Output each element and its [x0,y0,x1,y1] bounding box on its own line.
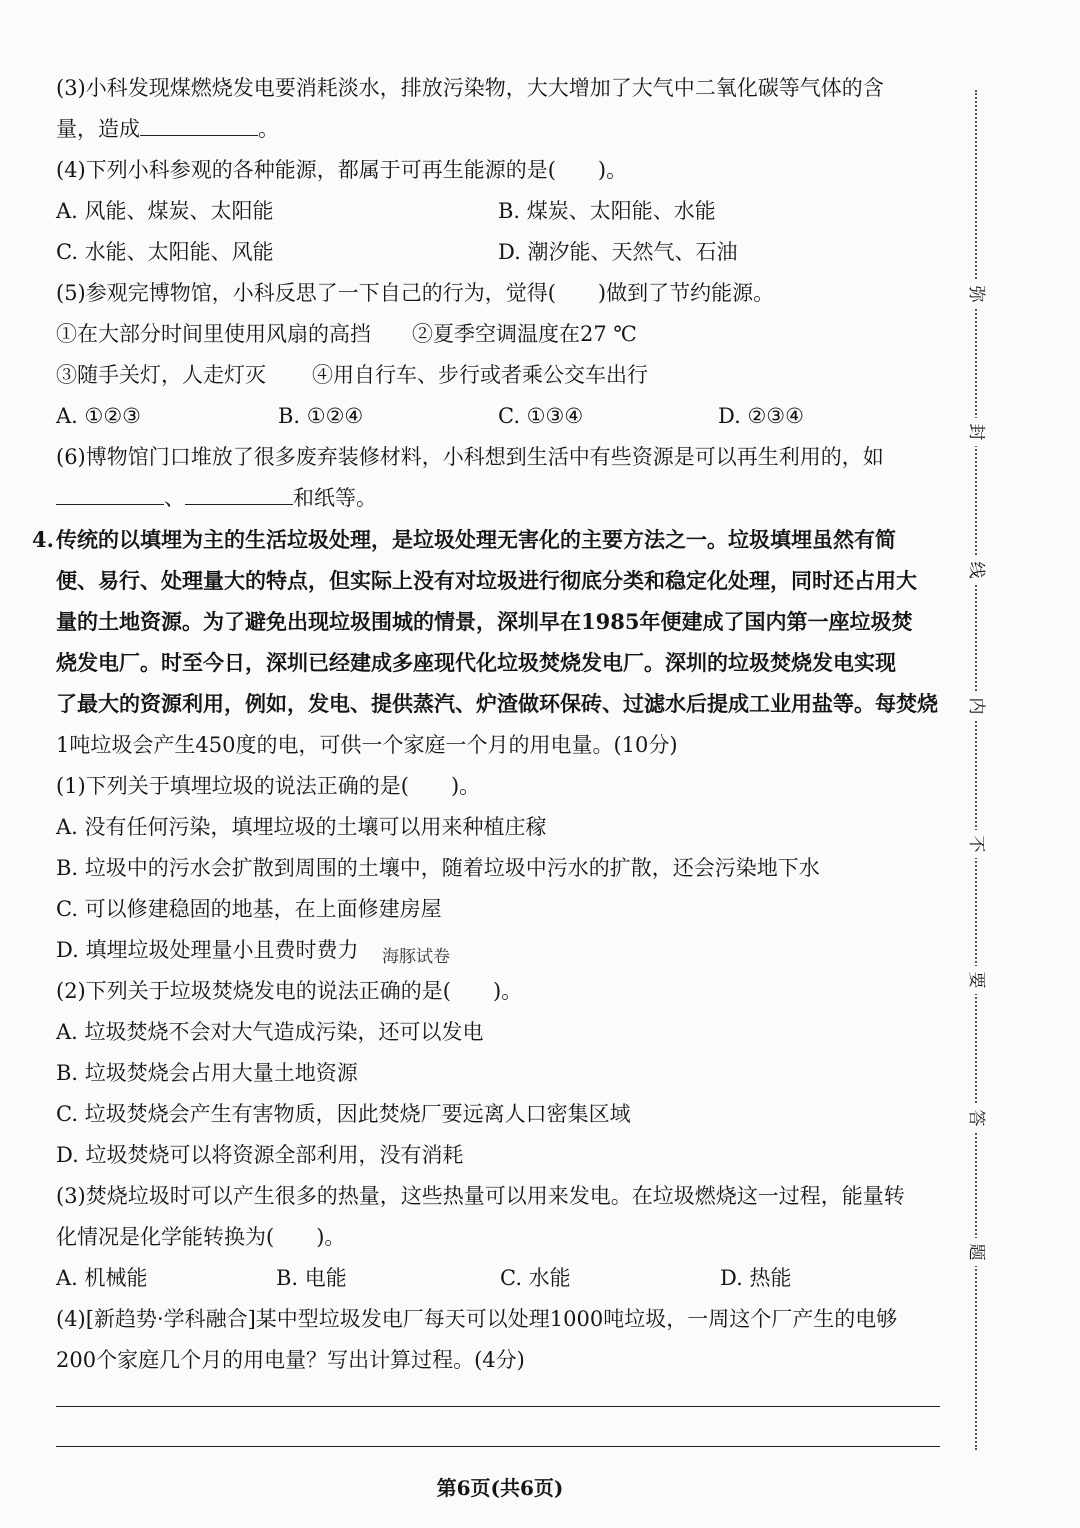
q4-passage-line-6: 1吨垃圾会产生450度的电，可供一个家庭一个月的用电量。(10分) [56,733,678,757]
q3-part4-option-a[interactable]: A. 风能、煤炭、太阳能 [56,199,274,223]
answer-line[interactable] [56,1446,940,1447]
q4-part2-stem: (2)下列关于垃圾焚烧发电的说法正确的是( )。 [56,979,523,1003]
q3-part3-line2 [56,115,279,143]
seal-char: 封 [964,418,988,446]
q3-part3-line1: (3)小科发现煤燃烧发电要消耗淡水，排放污染物，大大增加了大气中二氧化碳等气体的含 [56,76,884,100]
q4-part2-option-a[interactable]: A. 垃圾焚烧不会对大气造成污染，还可以发电 [56,1020,484,1044]
q3-part4-option-b[interactable]: B. 煤炭、太阳能、水能 [498,199,716,223]
q4-part3-option-d[interactable]: D. 热能 [720,1266,792,1290]
q3-part5-item-4: ④用自行车、步行或者乘公交车出行 [312,363,648,387]
q4-number: 4. [32,527,54,552]
answer-line[interactable] [56,1406,940,1407]
q4-part2-option-c[interactable]: C. 垃圾焚烧会产生有害物质，因此焚烧厂要远离人口密集区域 [56,1102,631,1126]
page-footer: 第6页(共6页) [436,1476,564,1500]
q3-part3-end: 。 [258,117,279,141]
q4-part3-line1: (3)焚烧垃圾时可以产生很多的热量，这些热量可以用来发电。在垃圾燃烧这一过程，能量转 [56,1184,905,1208]
q4-part3-option-a[interactable]: A. 机械能 [56,1266,148,1290]
q4-passage-line-2: 便、易行、处理量大的特点，但实际上没有对垃圾进行彻底分类和稳定化处理，同时还占用大 [56,568,917,593]
seal-char: 题 [964,1238,988,1266]
answer-blank[interactable] [185,484,293,505]
q3-part6-line2 [56,484,377,512]
seal-char: 弥 [964,280,988,308]
q4-part2-option-b[interactable]: B. 垃圾焚烧会占用大量土地资源 [56,1061,358,1085]
q4-part3-option-c[interactable]: C. 水能 [500,1266,571,1290]
q3-part5-item-1: ①在大部分时间里使用风扇的高挡 [56,322,371,346]
seal-char: 答 [964,1104,988,1132]
q3-part3-text: 量，造成 [56,117,140,141]
q3-part6-end: 和纸等。 [293,486,377,510]
seal-char: 要 [964,966,988,994]
answer-blank[interactable] [140,115,258,136]
q4-passage-line-4: 烧发电厂。时至今日，深圳已经建成多座现代化垃圾焚烧发电厂。深圳的垃圾焚烧发电实现 [56,650,896,675]
q4-part1-option-c[interactable]: C. 可以修建稳固的地基，在上面修建房屋 [56,897,442,921]
q4-part2-option-d[interactable]: D. 垃圾焚烧可以将资源全部利用，没有消耗 [56,1143,464,1167]
q3-part5-item-3: ③随手关灯，人走灯灭 [56,363,266,387]
q4-part3-option-b[interactable]: B. 电能 [276,1266,347,1290]
separator: 、 [164,486,185,510]
q3-part5-option-d[interactable]: D. ②③④ [718,404,804,428]
q4-part3-line2: 化情况是化学能转换为( )。 [56,1225,346,1249]
seal-char: 不 [964,830,988,858]
q4-part1-option-b[interactable]: B. 垃圾中的污水会扩散到周围的土壤中，随着垃圾中污水的扩散，还会污染地下水 [56,856,820,880]
seal-char: 线 [964,556,988,584]
answer-blank[interactable] [56,484,164,505]
q4-part1-stem: (1)下列关于填埋垃圾的说法正确的是( )。 [56,774,481,798]
q4-passage-line-5: 了最大的资源利用，例如，发电、提供蒸汽、炉渣做环保砖、过滤水后提成工业用盐等。每焚烧 [56,691,938,716]
watermark: 海豚试卷 [382,947,450,967]
q4-part1-option-a[interactable]: A. 没有任何污染，填埋垃圾的土壤可以用来种植庄稼 [56,815,547,839]
q3-part4-stem: (4)下列小科参观的各种能源，都属于可再生能源的是( )。 [56,158,628,182]
q3-part5-option-c[interactable]: C. ①③④ [498,404,584,428]
q3-part4-option-c[interactable]: C. 水能、太阳能、风能 [56,240,274,264]
q4-part4-line1: (4)[新趋势·学科融合]某中型垃圾发电厂每天可以处理1000吨垃圾，一周这个厂产生的电够 [56,1307,898,1331]
q3-part5-item-2: ②夏季空调温度在27 ℃ [412,322,637,346]
q3-part4-option-d[interactable]: D. 潮汐能、天然气、石油 [498,240,738,264]
q3-part5-option-b[interactable]: B. ①②④ [278,404,364,428]
q3-part6-line1: (6)博物馆门口堆放了很多废弃装修材料，小科想到生活中有些资源是可以再生利用的，如 [56,445,884,469]
q3-part5-stem: (5)参观完博物馆，小科反思了一下自己的行为，觉得( )做到了节约能源。 [56,281,775,305]
q3-part5-option-a[interactable]: A. ①②③ [56,404,141,428]
seal-char: 内 [964,692,988,720]
q4-passage-line-1: 传统的以填埋为主的生活垃圾处理，是垃圾处理无害化的主要方法之一。垃圾填埋虽然有简 [56,527,896,552]
q4-part4-line2: 200个家庭几个月的用电量？写出计算过程。(4分) [56,1348,525,1372]
q4-part1-option-d[interactable]: D. 填埋垃圾处理量小且费时费力 [56,938,359,962]
q4-passage-line-3: 量的土地资源。为了避免出现垃圾围城的情景，深圳早在1985年便建成了国内第一座垃圾焚 [56,609,913,634]
